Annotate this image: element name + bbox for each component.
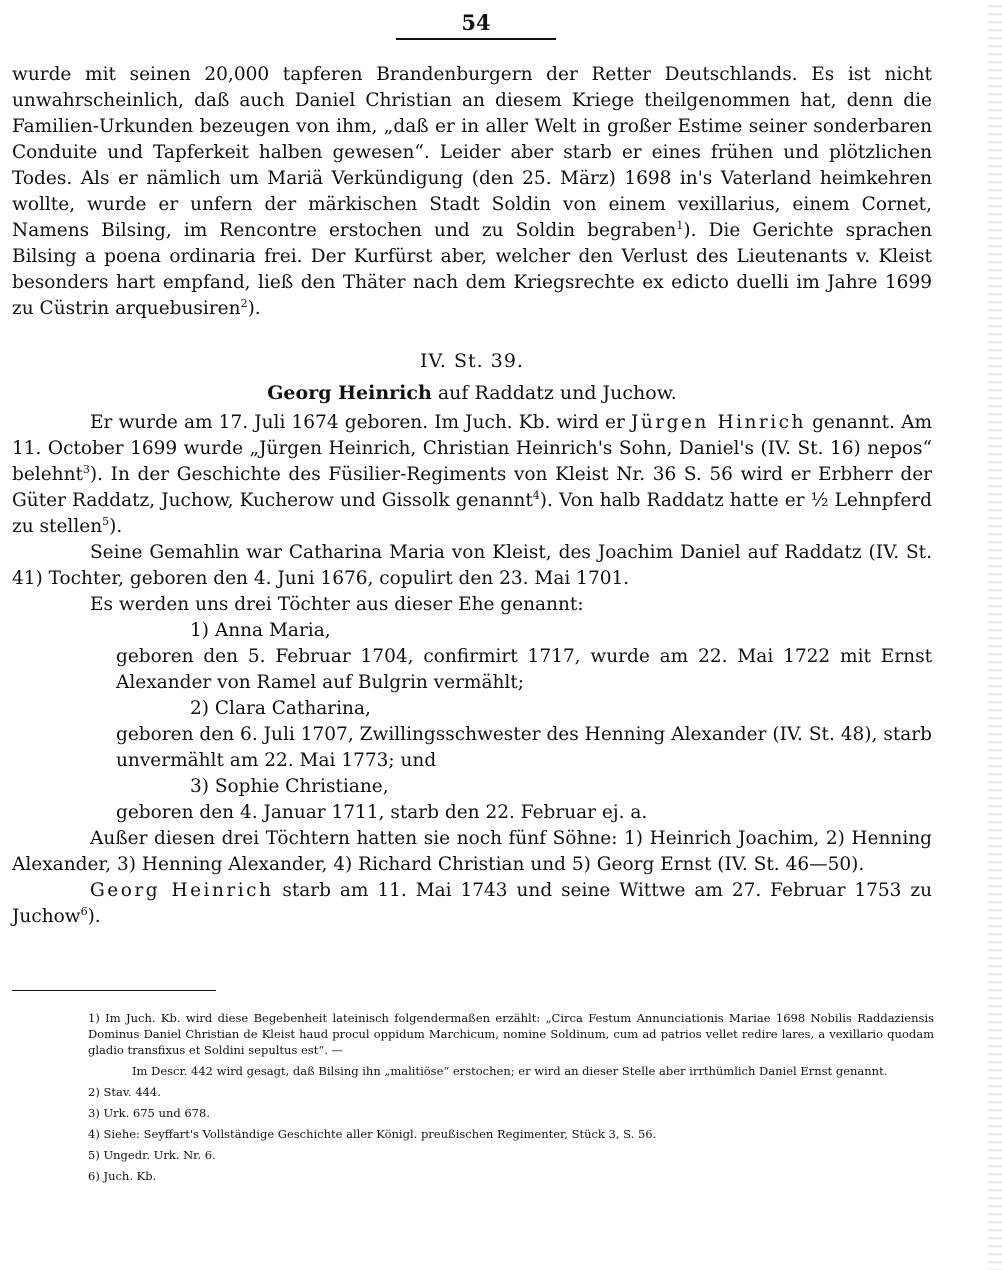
list-item-title: 1) Anna Maria, [190,620,331,641]
list-item-title: 2) Clara Catharina, [190,698,371,719]
footnote-1-continued: Im Descr. 442 wird gesagt, daß Bilsing ihn „malitiöse“ erstochen; er wird an dieser Stelle aber irrthümlich Daniel Ernst genannt. [132,1064,888,1078]
footnote-ref: 1 [676,218,684,232]
paragraph-wife: Seine Gemahlin war Catharina Maria von Kleist, des Joachim Daniel auf Raddatz (IV. St. 41) Tochter, geboren den 4. Juni 1676, copulirt den 23. Mai 1701. [12,542,932,589]
list-item-text: geboren den 4. Januar 1711, starb den 22. Februar ej. a. [116,802,648,823]
footnote-ref: 2 [240,296,248,310]
paragraph-sons: Außer diesen drei Töchtern hatten sie noch fünf Söhne: 1) Heinrich Joachim, 2) Henning Alexander, 3) Henning Alexander, 4) Richard Christian und 5) Georg Ernst (IV. St. 46—50). [12,828,932,875]
footnotes [88,1010,934,1189]
main-text [12,62,932,930]
heading-rest: auf Raddatz und Juchow. [431,382,677,404]
paragraph-birth: Er wurde am 17. Juli 1674 geboren. Im Juch. Kb. wird er Jürgen Hinrich genannt. Am 11. October 1699 wurde „Jürgen Heinrich, Christian Heinrich's Sohn, Daniel's (IV. St. 16) nepos“ belehnt$^3$). In der Geschichte des Füsilier-Regiments von Kleist Nr. 36 S. 56 wird er Erbherr der Güter Raddatz, Juchow, Kucherow und Gissolk genannt$^4$). Von halb Raddatz hatte er ½ Lehnpferd zu stellen$^5$). [12,412,933,537]
footnote-ref: 5 [102,514,110,528]
footnote-6: 6) Juch. Kb. [88,1169,157,1183]
footnote-ref: 6 [80,904,88,918]
footnote-1: 1) Im Juch. Kb. wird diese Begebenheit lateinisch folgendermaßen erzählt: „Circa Festum Annunciationis Mariae 1698 Nobilis Raddaziensis Dominus Daniel Christian de Kleist haud procul oppidum Marchicum, nomine Soldinum, cum ad patrios vellet redire lares, a vexillario quodam gladio transfixus et Soldini sepultus est“. — [88,1011,934,1057]
spaced-name: Jürgen Hinrich [630,412,806,433]
paragraph-daughters-intro: Es werden uns drei Töchter aus dieser Ehe genannt: [90,594,584,615]
section-number: IV. St. 39. [420,350,524,372]
paragraph-continued: wurde mit seinen 20,000 tapferen Brandenburgern der Retter Deutschlands. Es ist nicht unwahrscheinlich, daß auch Daniel Christian an diesem Kriege theilgenommen hat, denn die Familien-Urkunden bezeugen von ihm, „daß er in aller Welt in großer Estime seiner sonderbaren Conduite und Tapferkeit halben gewesen“. Leider aber starb er eines frühen und plötzlichen Todes. Als er nämlich um Mariä Verkündigung (den 25. März) 1698 in's Vaterland heimkehren wollte, wurde er unfern der märkischen Stadt Soldin von einem vexillarius, einem Cornet, Namens Bilsing, im Rencontre erstochen und zu Soldin begraben$^1$). Die Gerichte sprachen Bilsing a poena ordinaria frei. Der Kurfürst aber, welcher den Verlust des Lieutenants v. Kleist besonders hart empfand, ließ den Thäter nach dem Kriegsrechte ex edicto duelli im Jahre 1699 zu Cüstrin arquebusiren$^2$). [12,64,932,319]
list-item-title: 3) Sophie Christiane, [190,776,389,797]
footnote-rule [12,990,216,991]
spaced-name: Georg Heinrich [90,880,274,901]
footnote-3: 3) Urk. 675 und 678. [88,1106,210,1120]
scan-edge [988,0,1002,1270]
daughters-list [12,618,932,826]
footnote-2: 2) Stav. 444. [88,1085,161,1099]
footnote-ref: 4 [532,488,540,502]
page-number: 54 [461,10,491,35]
heading-name: Georg Heinrich [267,382,432,404]
page-number-rule [396,38,556,40]
footnote-ref: 3 [82,462,90,476]
list-item-text: geboren den 6. Juli 1707, Zwillingsschwester des Henning Alexander (IV. St. 48), starb unvermählt am 22. Mai 1773; und [116,724,932,771]
paragraph-death: Georg Heinrich starb am 11. Mai 1743 und seine Wittwe am 27. Februar 1753 zu Juchow$^6$). [12,880,932,927]
section-heading [12,380,932,406]
footnote-4: 4) Siehe: Seyffart's Vollständige Geschichte aller Königl. preußischen Regimenter, Stück 3, S. 56. [88,1127,657,1141]
list-item-text: geboren den 5. Februar 1704, confirmirt 1717, wurde am 22. Mai 1722 mit Ernst Alexander von Ramel auf Bulgrin vermählt; [116,646,932,693]
footnote-5: 5) Ungedr. Urk. Nr. 6. [88,1148,216,1162]
